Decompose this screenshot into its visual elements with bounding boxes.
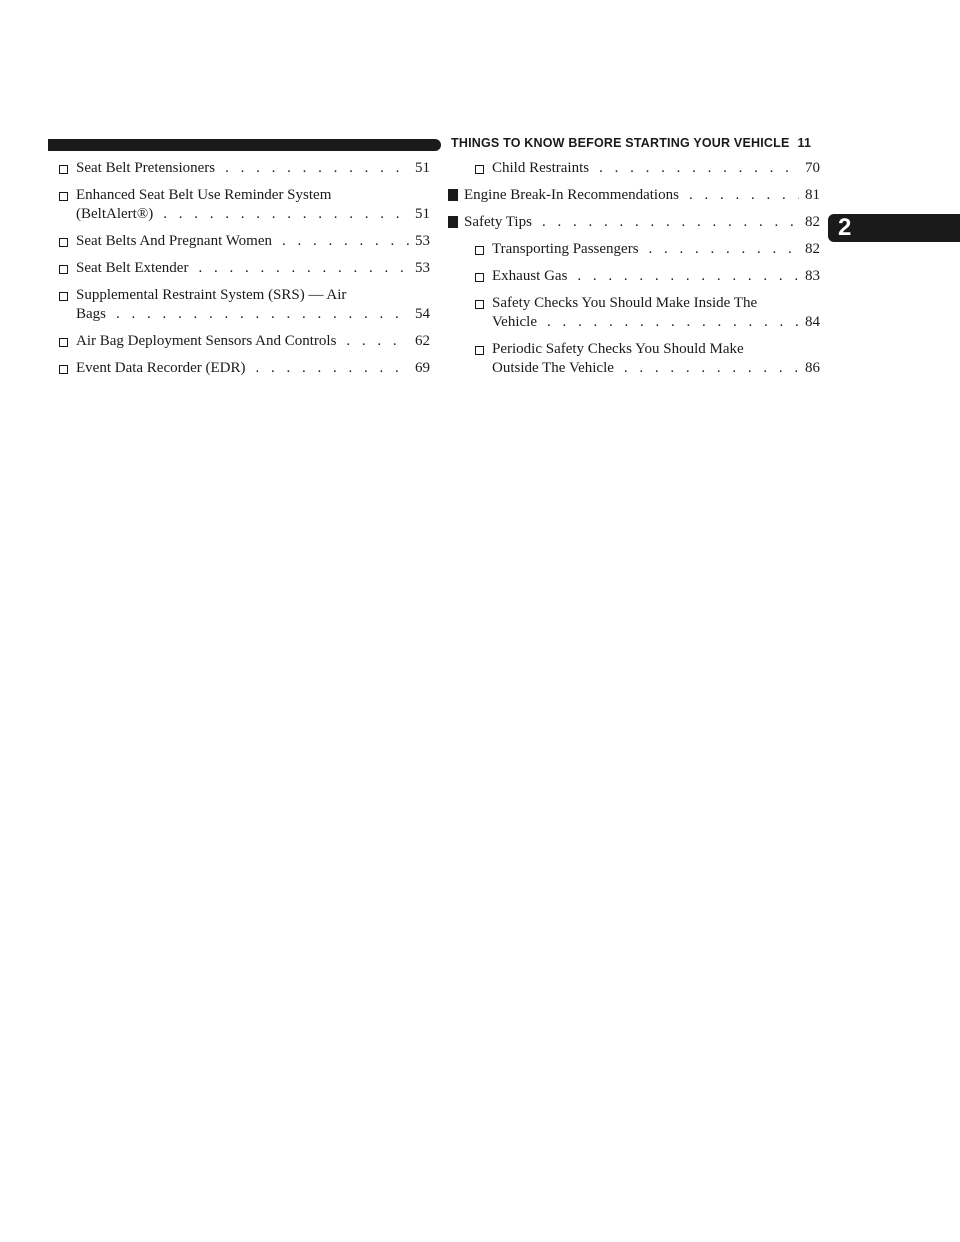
toc-entry[interactable] <box>474 240 820 259</box>
toc-entry-title: Seat Belt Extender <box>76 260 189 276</box>
open-square-bullet-icon <box>475 273 484 282</box>
running-header <box>451 136 811 150</box>
toc-page-number: 86 <box>805 360 820 376</box>
toc-entry-title: Bags <box>76 306 106 322</box>
toc-entry[interactable] <box>474 267 820 286</box>
dot-leader <box>346 332 409 351</box>
toc-entry-title: Seat Belt Pretensioners <box>76 160 216 176</box>
toc-page-number: 69 <box>415 360 430 376</box>
dot-leader <box>649 240 799 259</box>
toc-entry[interactable] <box>58 186 430 224</box>
open-square-bullet-icon <box>475 246 484 255</box>
toc-page-number: 54 <box>415 306 430 322</box>
toc-entry-title: Seat Belts And Pregnant Women <box>76 233 272 249</box>
dot-leader <box>163 205 409 224</box>
header-title: THINGS TO KNOW BEFORE STARTING YOUR VEHICLE <box>451 136 790 150</box>
toc-entry[interactable] <box>474 340 820 378</box>
toc-entry-title: Periodic Safety Checks You Should Make <box>492 341 744 357</box>
dot-leader <box>547 313 799 332</box>
header-bar <box>48 139 441 151</box>
solid-square-bullet-icon <box>448 189 458 201</box>
dot-leader <box>198 259 409 278</box>
toc-page-number: 51 <box>415 160 430 176</box>
chapter-tab[interactable] <box>828 214 960 242</box>
toc-page-number: 82 <box>805 214 820 230</box>
toc-entry-title: Enhanced Seat Belt Use Reminder System <box>76 187 332 203</box>
toc-entry-title: Engine Break-In Recommendations <box>464 187 679 203</box>
toc-page-number: 51 <box>415 206 430 222</box>
dot-leader <box>689 186 799 205</box>
toc-entry[interactable] <box>474 294 820 332</box>
toc-entry[interactable] <box>58 232 430 251</box>
toc-entry[interactable] <box>58 332 430 351</box>
dot-leader <box>577 267 799 286</box>
toc-entry[interactable] <box>58 259 430 278</box>
toc-entry-title: Event Data Recorder (EDR) <box>76 360 246 376</box>
toc-page-number: 70 <box>805 160 820 176</box>
toc-entry-title: Supplemental Restraint System (SRS) — Air <box>76 287 347 303</box>
toc-entry[interactable] <box>448 213 820 232</box>
dot-leader <box>225 159 409 178</box>
toc-left-column <box>58 159 430 386</box>
toc-entry-title: Vehicle <box>492 314 537 330</box>
dot-leader <box>116 305 409 324</box>
dot-leader <box>624 359 799 378</box>
toc-page-number: 53 <box>415 233 430 249</box>
toc-page-number: 62 <box>415 333 430 349</box>
toc-page-number: 84 <box>805 314 820 330</box>
toc-entry[interactable] <box>474 159 820 178</box>
dot-leader <box>542 213 799 232</box>
toc-entry[interactable] <box>58 159 430 178</box>
toc-page-number: 83 <box>805 268 820 284</box>
toc-entry-title: Outside The Vehicle <box>492 360 614 376</box>
open-square-bullet-icon <box>59 338 68 347</box>
toc-entry-title: Air Bag Deployment Sensors And Controls <box>76 333 337 349</box>
toc-entry-title: Exhaust Gas <box>492 268 568 284</box>
chapter-tab-label: 2 <box>838 214 852 241</box>
toc-entry-title: (BeltAlert®) <box>76 206 154 222</box>
dot-leader <box>282 232 409 251</box>
open-square-bullet-icon <box>59 365 68 374</box>
open-square-bullet-icon <box>59 292 68 301</box>
toc-entry[interactable] <box>58 359 430 378</box>
dot-leader <box>256 359 409 378</box>
page-number: 11 <box>797 136 812 150</box>
toc-page-number: 82 <box>805 241 820 257</box>
toc-entry[interactable] <box>58 286 430 324</box>
toc-entry[interactable] <box>448 186 820 205</box>
open-square-bullet-icon <box>59 265 68 274</box>
open-square-bullet-icon <box>59 238 68 247</box>
open-square-bullet-icon <box>475 165 484 174</box>
toc-entry-title: Safety Tips <box>464 214 532 230</box>
open-square-bullet-icon <box>59 165 68 174</box>
toc-page-number: 53 <box>415 260 430 276</box>
dot-leader <box>599 159 799 178</box>
open-square-bullet-icon <box>475 300 484 309</box>
toc-entry-title: Transporting Passengers <box>492 241 639 257</box>
open-square-bullet-icon <box>59 192 68 201</box>
toc-entry-title: Safety Checks You Should Make Inside The <box>492 295 758 311</box>
toc-entry-title: Child Restraints <box>492 160 590 176</box>
toc-page-number: 81 <box>805 187 820 203</box>
solid-square-bullet-icon <box>448 216 458 228</box>
open-square-bullet-icon <box>475 346 484 355</box>
toc-right-column <box>448 159 820 386</box>
